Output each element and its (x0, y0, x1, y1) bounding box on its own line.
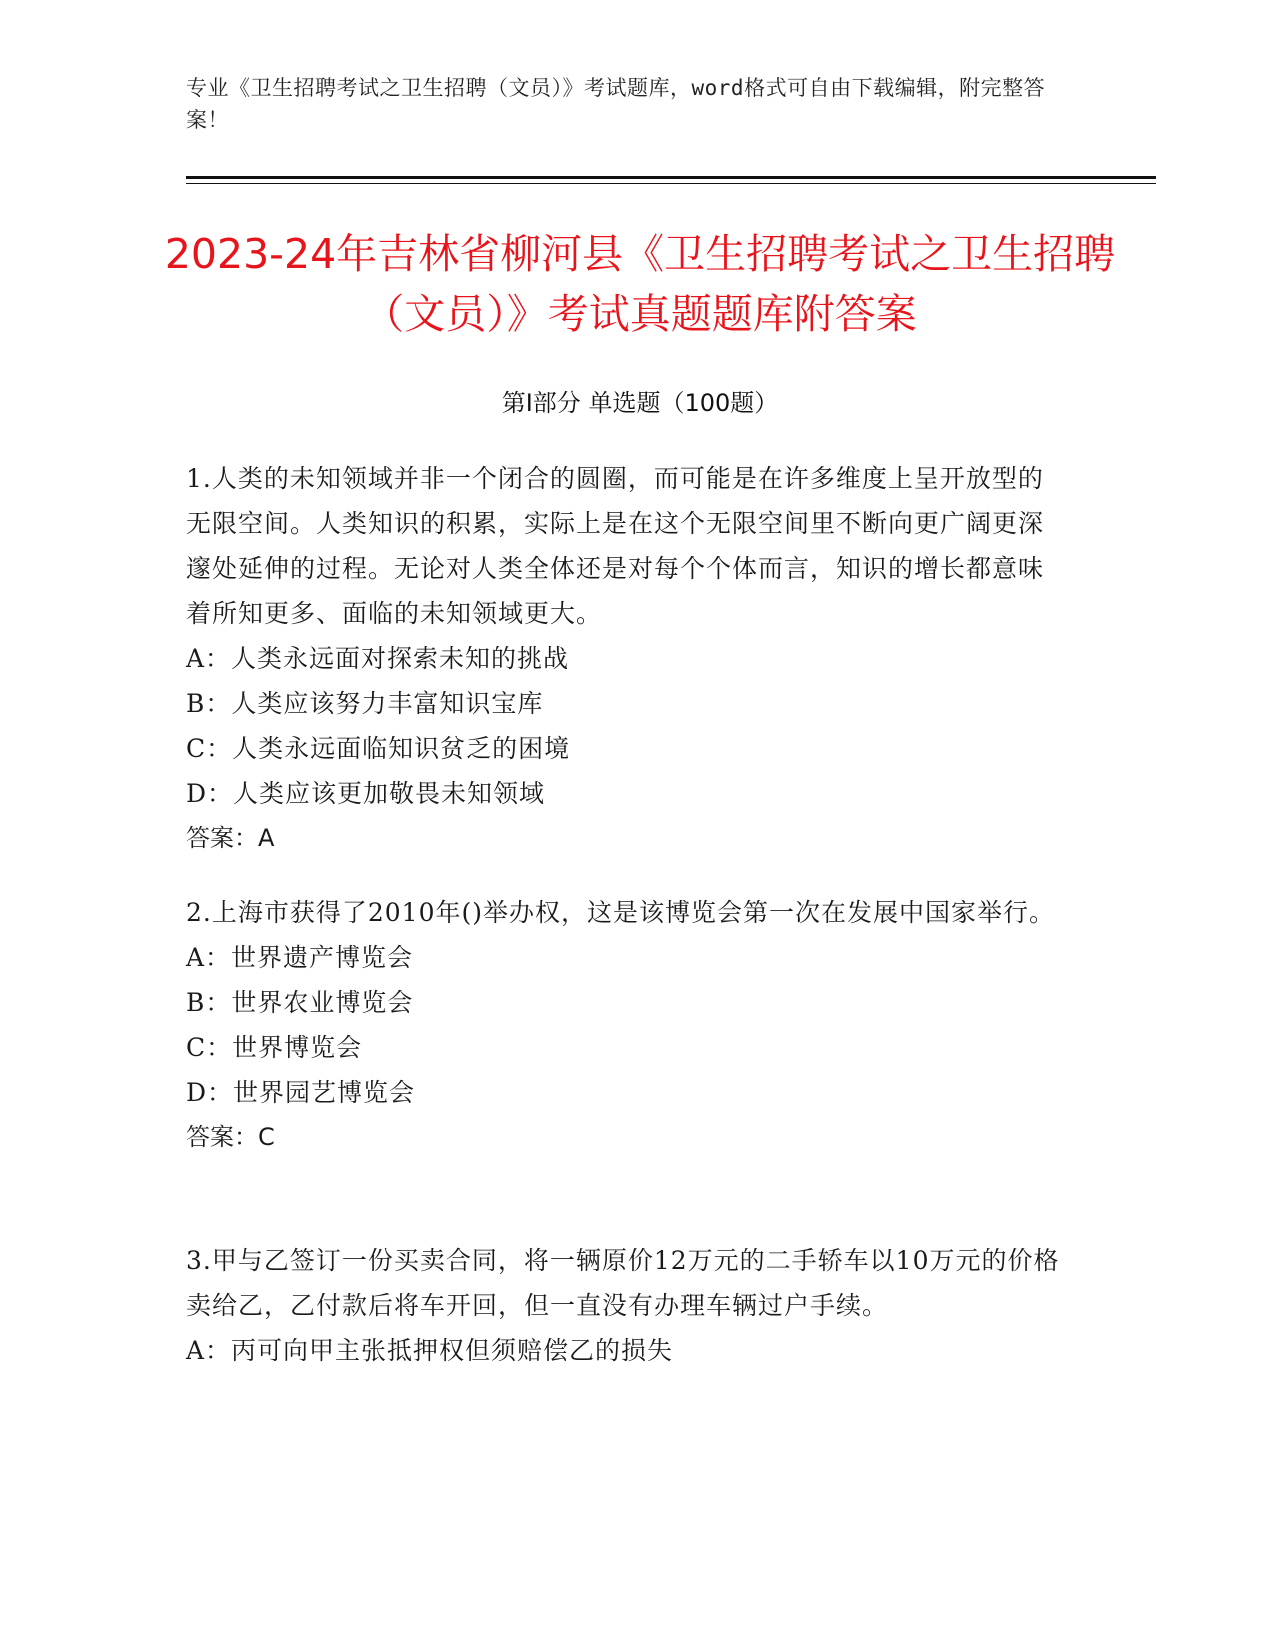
option-d: D：人类应该更加敬畏未知领域 (186, 779, 546, 808)
option-d: D：世界园艺博览会 (186, 1078, 416, 1107)
header-note: 专业《卫生招聘考试之卫生招聘（文员）》考试题库，word格式可自由下载编辑，附完整答案！ (186, 76, 1046, 132)
document-title: 2023-24年吉林省柳河县《卫生招聘考试之卫生招聘（文员）》考试真题题库附答案 (164, 230, 1116, 338)
question-3 (186, 1238, 1066, 1373)
header-divider-thick (186, 176, 1156, 179)
question-1 (186, 456, 1066, 861)
option-a: A：丙可向甲主张抵押权但须赔偿乙的损失 (186, 1336, 674, 1365)
question-stem: 1.人类的未知领域并非一个闭合的圆圈，而可能是在许多维度上呈开放型的无限空间。人类知识的积累，实际上是在这个无限空间里不断向更广阔更深邃处延伸的过程。无论对人类全体还是对每个个体而言，知识的增长都意味着所知更多、面临的未知领域更大。 (186, 464, 1045, 628)
answer: 答案：C (186, 1123, 275, 1151)
question-stem: 2.上海市获得了2010年()举办权，这是该博览会第一次在发展中国家举行。 (186, 898, 1055, 927)
option-b: B：人类应该努力丰富知识宝库 (186, 689, 544, 718)
question-2 (186, 890, 1066, 1160)
option-a: A：人类永远面对探索未知的挑战 (186, 644, 570, 673)
section-heading: 第Ⅰ部分 单选题（100题） (501, 389, 779, 417)
option-a: A：世界遗产博览会 (186, 943, 414, 972)
option-b: B：世界农业博览会 (186, 988, 414, 1017)
header-divider-thin (186, 183, 1156, 184)
option-c: C：世界博览会 (186, 1033, 363, 1062)
option-c: C：人类永远面临知识贫乏的困境 (186, 734, 571, 763)
question-stem: 3.甲与乙签订一份买卖合同，将一辆原价12万元的二手轿车以10万元的价格卖给乙，乙付款后将车开回，但一直没有办理车辆过户手续。 (186, 1246, 1060, 1320)
answer: 答案：A (186, 824, 275, 852)
